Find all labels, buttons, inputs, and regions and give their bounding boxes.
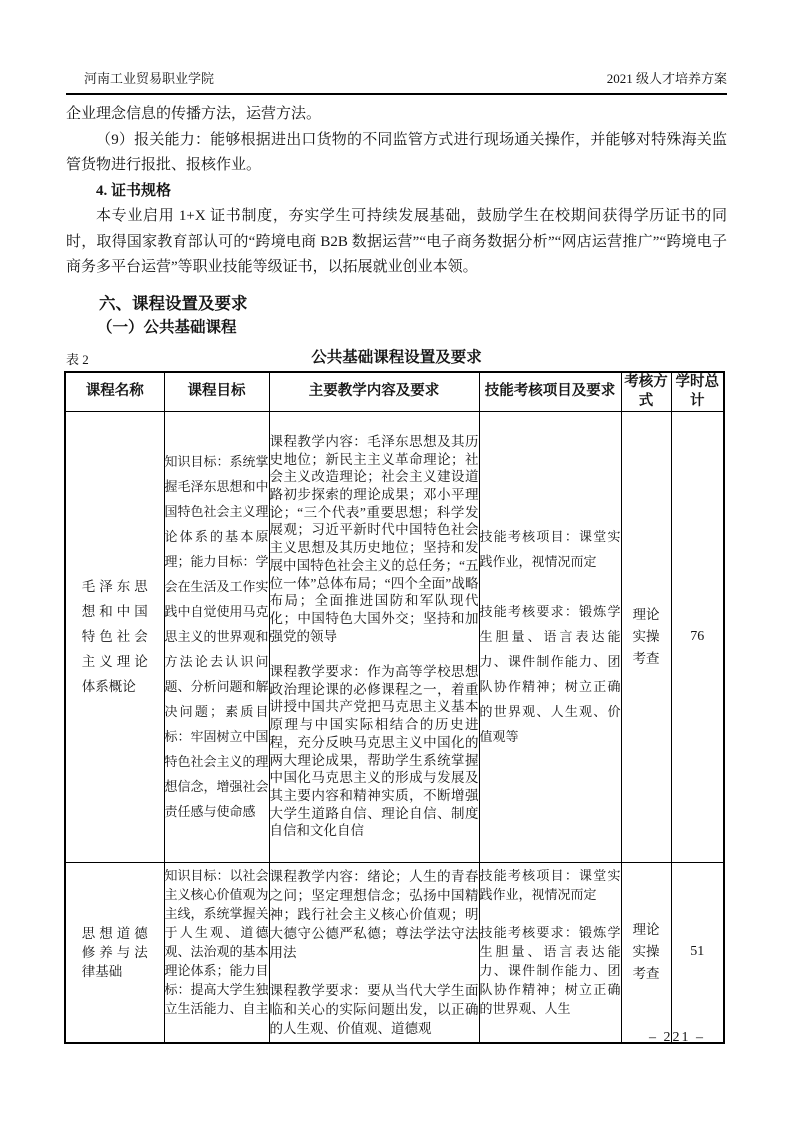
page-number: – 221 –	[649, 1030, 705, 1045]
assessment-items: 技能考核项目：课堂实践作业，视情况而定	[479, 867, 621, 902]
page-content	[66, 68, 727, 1044]
course-content-cell	[269, 862, 479, 1043]
course-name-cell: 毛泽东思想和中国特色社会主义理论体系概论	[65, 411, 164, 862]
column-header-method: 考核方式	[621, 372, 671, 412]
header-plan-title: 2021 级人才培养方案	[606, 71, 727, 86]
section-heading-courses: 六、课程设置及要求	[99, 293, 248, 313]
total-hours-cell: 51	[671, 862, 724, 1043]
assessment-requirements: 技能考核要求：锻炼学生胆量、语言表达能力、课件制作能力、团队协作精神；树立正确的世界观、人生观、价值观等	[479, 604, 621, 744]
column-header-content: 主要教学内容及要求	[269, 372, 479, 412]
assessment-method-cell: 理论实操考查	[621, 411, 671, 862]
course-assessment-cell	[479, 411, 621, 862]
teaching-content: 课程教学内容：毛泽东思想及其历史地位；新民主主义革命理论；社会主义改造理论；社会主义建设道路初步探索的理论成果；邓小平理论；“三个代表”重要思想；科学发展观；习近平新时代中国特色社会主义思想及其历史地位；坚持和发展中国特色社会主义的总任务；“五位一体”总体布局；“四个全面”战略布局；全面推进国防和军队现代化；中国特色大国外交；坚持和加强党的领导	[269, 433, 479, 644]
course-objectives-cell: 知识目标：以社会主义核心价值观为主线，系统掌握关于人生观、道德观、法治观的基本理论体系；能力目标：提高大学生独立生活能力、自主	[164, 862, 269, 1043]
teaching-requirements: 课程教学要求：要从当代大学生面临和关心的实际问题出发，以正确的人生观、价值观、道德观	[269, 982, 479, 1036]
column-header-assessment: 技能考核项目及要求	[479, 372, 621, 412]
course-objectives-cell: 知识目标：系统掌握毛泽东思想和中国特色社会主义理论体系的基本原理；能力目标：学会在生活及工作实践中自觉使用马克思主义的世界观和方法论去认识问题、分析问题和解决问题；素质目标：牢固树立中国特色社会主义的理想信念，增强社会责任感与使命感	[164, 411, 269, 862]
running-header	[66, 68, 727, 95]
column-header-course-name: 课程名称	[65, 372, 164, 412]
body-text	[66, 102, 727, 1044]
header-school-name: 河南工业贸易职业学院	[84, 71, 215, 86]
total-hours-cell: 76	[671, 411, 724, 862]
subsection-heading-public-basic: （一）公共基础课程	[97, 318, 237, 336]
paragraph-transmission-methods: 企业理念信息的传播方法，运营方法。	[66, 106, 322, 122]
paragraph-certificate-detail: 本专业启用 1+X 证书制度，夯实学生可持续发展基础，鼓励学生在校期间获得学历证书的同时，取得国家教育部认可的“跨境电商 B2B 数据运营”“电子商务数据分析”“网店运营推广”“跨境电子商务多平台运营”等职业技能等级证书，以拓展就业创业本领。	[66, 208, 727, 275]
course-assessment-cell	[479, 862, 621, 1043]
table-header-row	[65, 372, 724, 412]
table-label: 表 2	[66, 351, 89, 367]
table-title: 公共基础课程设置及要求	[311, 348, 482, 366]
table-caption	[66, 346, 727, 370]
table-row-mao-theory	[65, 411, 724, 862]
teaching-content: 课程教学内容：绪论；人生的青春之问；坚定理想信念；弘扬中国精神；践行社会主义核心价值观；明大德守公德严私德；尊法学法守法用法	[269, 868, 479, 960]
course-name-cell: 思想道德修养与法律基础	[65, 862, 164, 1043]
paragraph-customs-ability: （9）报关能力：能够根据进出口货物的不同监管方式进行现场通关操作，并能够对特殊海关监管货物进行报批、报核作业。	[66, 131, 727, 173]
paragraph-certificate-spec-heading: 4. 证书规格	[96, 182, 172, 199]
assessment-items: 技能考核项目：课堂实践作业，视情况而定	[479, 529, 621, 569]
assessment-requirements: 技能考核要求：锻炼学生胆量、语言表达能力、课件制作能力、团队协作精神；树立正确的世界观、人生	[479, 924, 621, 1016]
assessment-method-cell: 理论实操考查	[621, 862, 671, 1043]
table-row-moral-law	[65, 862, 724, 1043]
teaching-requirements: 课程教学要求：作为高等学校思想政治理论课的必修课程之一，着重讲授中国共产党把马克思主义基本原理与中国实际相结合的历史进程，充分反映马克思主义中国化的两大理论成果，帮助学生系统掌握中国化马克思主义的形成与发展及其主要内容和精神实质，不断增强大学生道路自信、理论自信、制度自信和文化自信	[269, 664, 479, 839]
column-header-objectives: 课程目标	[164, 372, 269, 412]
course-table	[64, 371, 725, 1044]
course-content-cell	[269, 411, 479, 862]
column-header-hours: 学时总计	[671, 372, 724, 412]
